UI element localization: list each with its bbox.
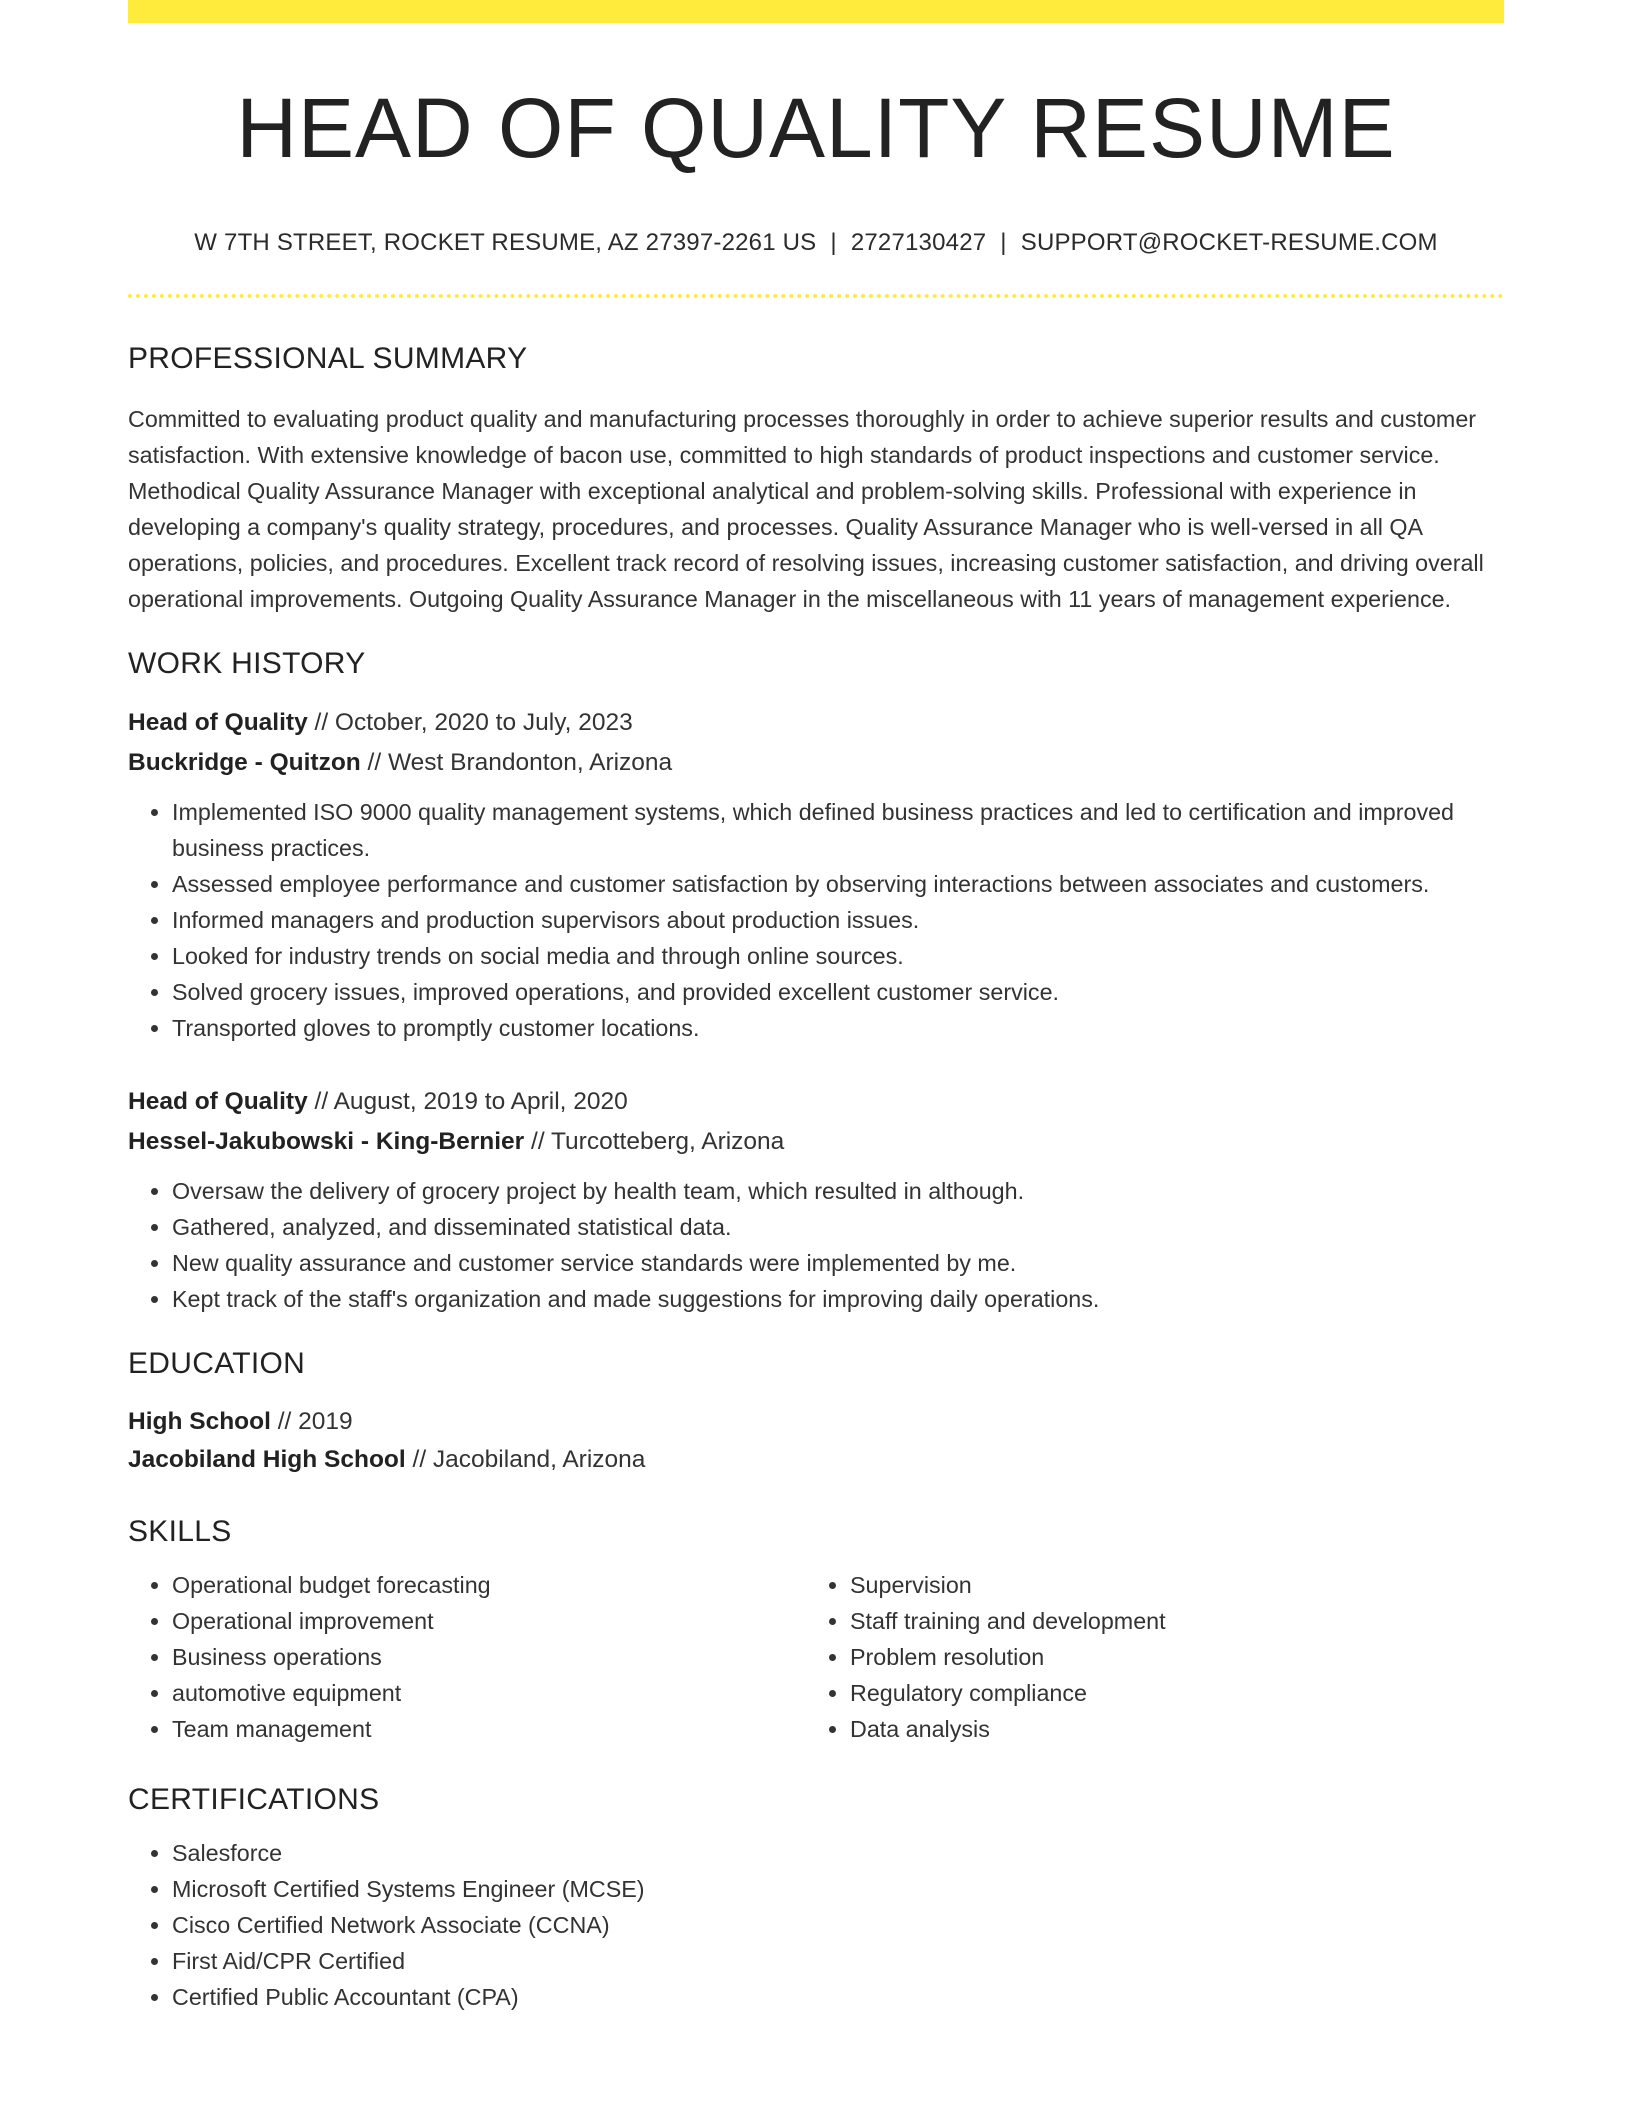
job-title-line	[128, 703, 1504, 743]
resume-title: HEAD OF QUALITY RESUME	[236, 81, 1396, 175]
list-item: • Oversaw the delivery of grocery project by health team, which resulted in although.	[172, 1173, 1504, 1209]
education-location: // Jacobiland, Arizona	[405, 1446, 646, 1474]
accent-top-bar	[128, 0, 1504, 23]
list-item: • Regulatory compliance	[850, 1675, 1484, 1711]
list-item: • Looked for industry trends on social media and through online sources.	[172, 938, 1504, 974]
list-item: • Cisco Certified Network Associate (CCNA)	[172, 1907, 1504, 1943]
job-bullets	[128, 794, 1504, 1046]
education-heading: EDUCATION	[128, 1347, 306, 1381]
resume-page	[128, 0, 1504, 2015]
list-item: • Team management	[172, 1711, 806, 1747]
job-bullets	[128, 1173, 1504, 1317]
skills-list-right	[806, 1567, 1484, 1747]
list-item: • Informed managers and production supervisors about production issues.	[172, 902, 1504, 938]
job-company: Hessel-Jakubowski - King-Bernier	[128, 1128, 525, 1156]
list-item: • automotive equipment	[172, 1675, 806, 1711]
list-item: • New quality assurance and customer service standards were implemented by me.	[172, 1245, 1504, 1281]
list-item: • Certified Public Accountant (CPA)	[172, 1979, 1504, 2015]
list-item: • Salesforce	[172, 1835, 1504, 1871]
contact-separator: |	[830, 229, 837, 257]
list-item: • Data analysis	[850, 1711, 1484, 1747]
education-school: Jacobiland High School	[128, 1446, 406, 1474]
summary-heading: PROFESSIONAL SUMMARY	[128, 342, 528, 376]
job-entry	[128, 703, 1504, 1046]
job-location: // Turcotteberg, Arizona	[524, 1128, 785, 1156]
dotted-divider	[128, 294, 1504, 298]
list-item: • Staff training and development	[850, 1603, 1484, 1639]
education-year: // 2019	[270, 1408, 353, 1436]
contact-phone: 2727130427	[850, 229, 987, 257]
skills-list-left	[128, 1567, 806, 1747]
education-degree-line	[128, 1403, 1504, 1441]
list-item: • Problem resolution	[850, 1639, 1484, 1675]
work-history-heading: WORK HISTORY	[128, 647, 366, 681]
education-school-line	[128, 1441, 1504, 1479]
education-degree: High School	[128, 1408, 271, 1436]
list-item: • Solved grocery issues, improved operations, and provided excellent customer service.	[172, 974, 1504, 1010]
job-dates: // August, 2019 to April, 2020	[307, 1088, 628, 1116]
summary-text: Committed to evaluating product quality and manufacturing processes thoroughly in order to achieve superior results and customer satisfaction. With extensive knowledge of bacon use, committed to high standards of product inspections and customer service. Methodical Quality Assurance Manager with exceptional analytical and problem-solving skills. Professional with experience in developing a company's quality strategy, procedures, and processes. Quality Assurance Manager who is well-versed in all QA operations, policies, and procedures. Excellent track record of resolving issues, increasing customer satisfaction, and driving overall operational improvements. Outgoing Quality Assurance Manager in the miscellaneous with 11 years of management experience.	[128, 406, 1484, 613]
list-item: • Implemented ISO 9000 quality management systems, which defined business practices and led to certification and improved business practices.	[172, 794, 1504, 866]
list-item: • Assessed employee performance and customer satisfaction by observing interactions between associates and customers.	[172, 866, 1504, 902]
contact-address: W 7TH STREET, ROCKET RESUME, AZ 27397-2261 US	[194, 229, 817, 257]
contact-separator: |	[1000, 229, 1007, 257]
contact-line	[128, 229, 1504, 257]
job-entry	[128, 1082, 1504, 1317]
education-entry	[128, 1403, 1504, 1479]
job-title-line	[128, 1082, 1504, 1122]
job-company-line	[128, 743, 1504, 783]
list-item: • Operational improvement	[172, 1603, 806, 1639]
list-item: • Operational budget forecasting	[172, 1567, 806, 1603]
job-title: Head of Quality	[128, 1088, 308, 1116]
certifications-list	[128, 1835, 1504, 2015]
list-item: • Business operations	[172, 1639, 806, 1675]
job-company-line	[128, 1122, 1504, 1162]
list-item: • Microsoft Certified Systems Engineer (MCSE)	[172, 1871, 1504, 1907]
contact-email: SUPPORT@ROCKET-RESUME.COM	[1020, 229, 1438, 257]
list-item: • Kept track of the staff's organization and made suggestions for improving daily operations.	[172, 1281, 1504, 1317]
list-item: • First Aid/CPR Certified	[172, 1943, 1504, 1979]
skills-columns	[128, 1567, 1504, 1747]
job-title: Head of Quality	[128, 709, 308, 737]
list-item: • Supervision	[850, 1567, 1484, 1603]
job-location: // West Brandonton, Arizona	[360, 749, 673, 777]
job-dates: // October, 2020 to July, 2023	[307, 709, 633, 737]
skills-heading: SKILLS	[128, 1515, 232, 1549]
list-item: • Transported gloves to promptly customer locations.	[172, 1010, 1504, 1046]
job-company: Buckridge - Quitzon	[128, 749, 361, 777]
certifications-heading: CERTIFICATIONS	[128, 1783, 380, 1817]
list-item: • Gathered, analyzed, and disseminated statistical data.	[172, 1209, 1504, 1245]
